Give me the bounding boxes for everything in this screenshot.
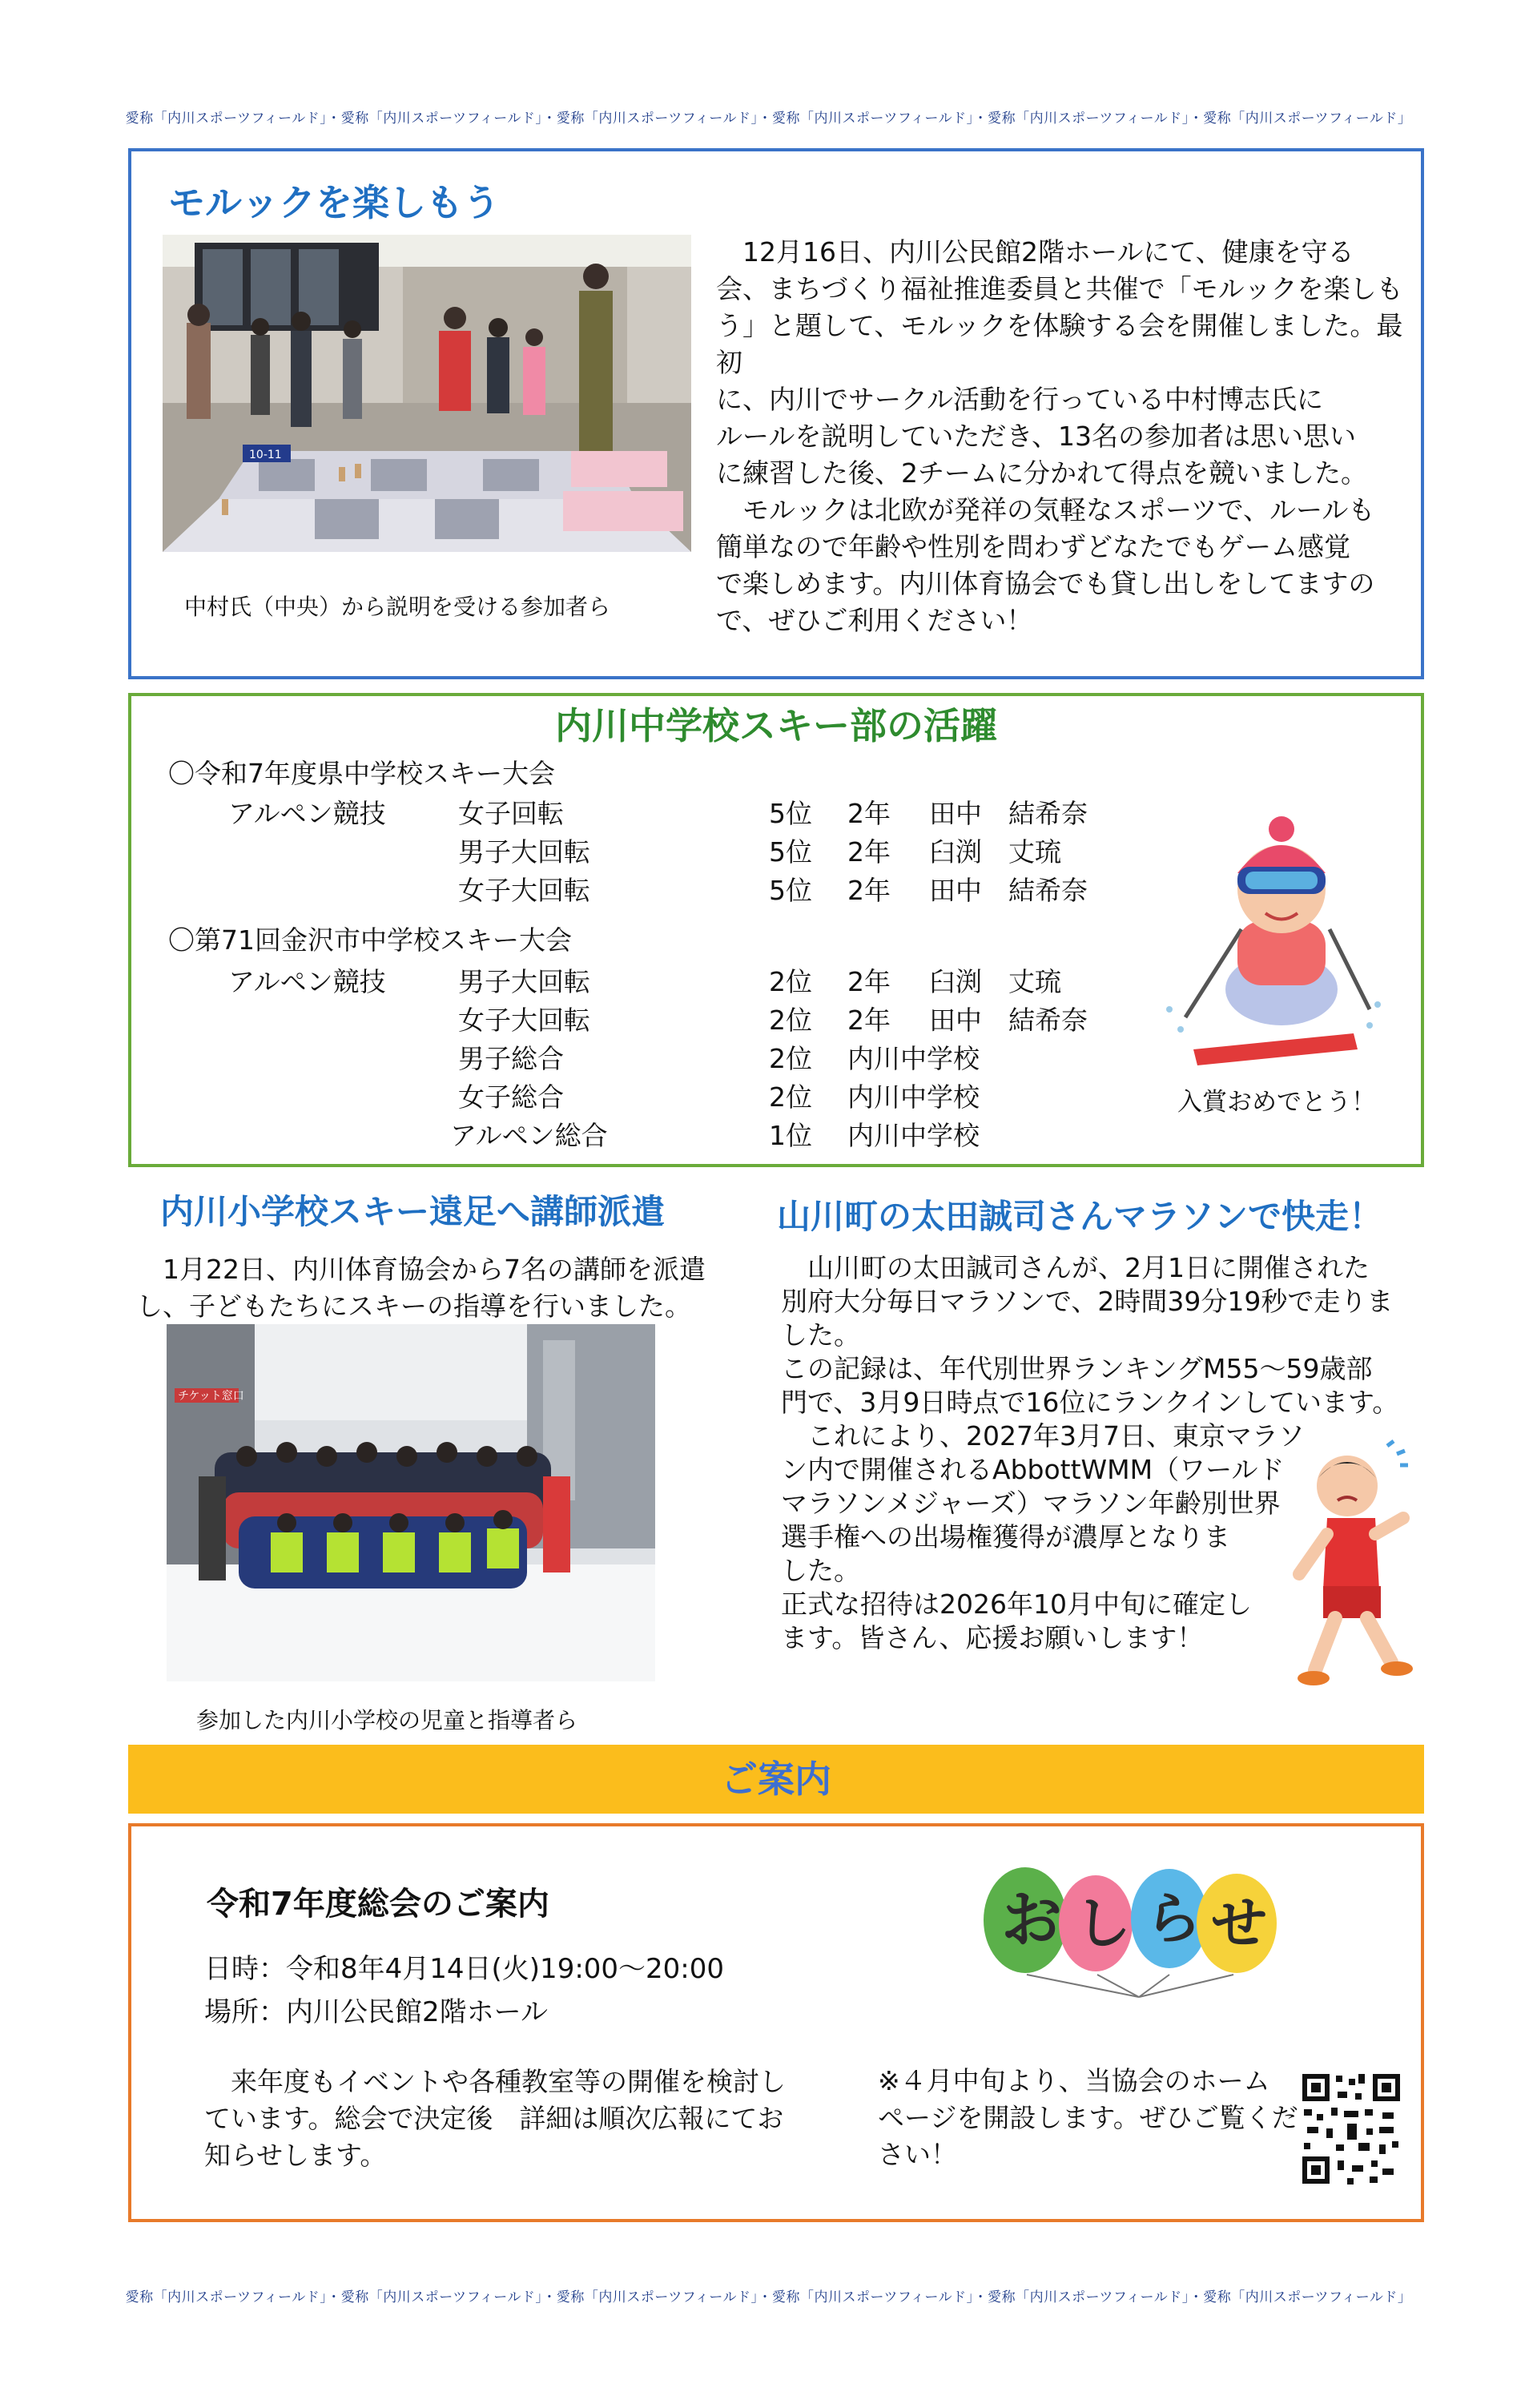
marathon-line: 選手権への出場権獲得が濃厚となりま: [781, 1521, 1230, 1552]
molkky-caption: 中村氏（中央）から説明を受ける参加者ら: [184, 594, 611, 620]
marathon-line: ン内で開催されるAbbottWMM（ワールド: [781, 1454, 1285, 1485]
homepage-note: [878, 2063, 1310, 2173]
result-name: 内川中学校: [847, 1081, 980, 1113]
marathon-line: した。: [781, 1555, 860, 1586]
result-rank: 2位: [769, 966, 812, 997]
elementary-caption: 参加した内川小学校の児童と指導者ら: [196, 1707, 578, 1734]
result-rank: 5位: [769, 875, 812, 906]
runner-illustration: [1291, 1438, 1419, 1694]
balloon-char: し: [1075, 1891, 1131, 1956]
marathon-line: この記録は、年代別世界ランキングM55～59歳部: [781, 1353, 1373, 1384]
marathon-line: 別府大分毎日マラソンで、2時間39分19秒で走りま: [781, 1286, 1394, 1317]
molkky-line: で楽しめます。内川体育協会でも貸し出しをしてますの: [716, 568, 1375, 599]
announcement-body: [204, 2064, 845, 2174]
note-line: ※４月中旬より、当協会のホーム: [878, 2065, 1270, 2096]
meeting-date: 日時：令和8年4月14日(火)19:00～20:00: [204, 1953, 725, 1985]
result-rank: 5位: [769, 836, 812, 868]
result-rank: 2位: [769, 1005, 812, 1036]
molkky-line: に練習した後、2チームに分かれて得点を競いました。: [716, 457, 1367, 489]
result-category: アルペン競技: [228, 966, 386, 997]
meet2-heading: 〇第71回金沢市中学校スキー大会: [168, 924, 572, 956]
elementary-photo: [167, 1324, 655, 1681]
meet1-heading: 〇令和7年度県中学校スキー大会: [168, 758, 555, 789]
result-event: 男子大回転: [458, 966, 590, 997]
photo-sign-text: チケット窓口: [178, 1390, 244, 1403]
molkky-line: モルックは北欧が発祥の気軽なスポーツで、ルールも: [716, 494, 1375, 525]
photo-sign-text: 10-11: [249, 449, 282, 461]
marathon-line: した。: [781, 1319, 860, 1351]
note-line: ページを開設します。ぜひご覧くだ: [878, 2102, 1298, 2133]
announcement-heading: 令和7年度総会のご案内: [207, 1886, 549, 1923]
announcement-line: 来年度もイベントや各種教室等の開催を検討し: [204, 2066, 786, 2097]
result-name: 田中 結希奈: [929, 798, 1088, 829]
result-grade: 2年: [847, 875, 891, 906]
marathon-line: 門で、3月9日時点で16位にランクインしています。: [781, 1387, 1399, 1418]
result-rank: 2位: [769, 1043, 812, 1074]
molkky-line: 簡単なので年齢や性別を問わずどなたでもゲーム感覚: [716, 531, 1350, 562]
molkky-line: 会、まちづくり福祉推進委員と共催で「モルックを楽しも: [716, 273, 1403, 304]
announcement-line: 知らせします。: [204, 2140, 387, 2171]
announcement-line: ています。総会で決定後 詳細は順次広報にてお: [204, 2103, 784, 2134]
balloon-char: ら: [1145, 1886, 1201, 1951]
result-grade: 2年: [847, 798, 891, 829]
molkky-body: [716, 234, 1405, 639]
marathon-line: 山川町の太田誠司さんが、2月1日に開催された: [781, 1252, 1370, 1283]
molkky-photo: [163, 235, 691, 552]
announcement-bar-title: ご案内: [721, 1758, 831, 1801]
note-line: さい！: [878, 2139, 957, 2170]
marathon-line: マラソンメジャーズ）マラソン年齢別世界: [781, 1488, 1281, 1519]
result-rank: 1位: [769, 1120, 812, 1151]
oshirase-balloons: [979, 1854, 1299, 1999]
result-grade: 2年: [847, 836, 891, 868]
result-grade: 2年: [847, 1005, 891, 1036]
molkky-title: モルックを楽しもう: [168, 181, 500, 224]
molkky-line: う」と題して、モルックを体験する会を開催しました。最初: [716, 310, 1403, 378]
molkky-line: で、ぜひご利用ください！: [716, 605, 1033, 636]
qr-code-icon[interactable]: [1299, 2071, 1403, 2187]
result-event: 女子大回転: [458, 875, 590, 906]
result-event: 男子総合: [458, 1043, 564, 1074]
result-category: アルペン競技: [228, 798, 386, 829]
result-name: 内川中学校: [847, 1120, 980, 1151]
molkky-line: ルールを説明していただき、13名の参加者は思い思い: [716, 421, 1357, 452]
skier-illustration: [1153, 809, 1394, 1073]
elementary-line: し、子どもたちにスキーの指導を行いました。: [136, 1291, 691, 1322]
marathon-line: これにより、2027年3月7日、東京マラソ: [781, 1420, 1305, 1452]
elementary-title: 内川小学校スキー遠足へ講師派遣: [160, 1192, 666, 1231]
marathon-line: 正式な招待は2026年10月中旬に確定し: [781, 1589, 1252, 1620]
result-event: 女子回転: [458, 798, 564, 829]
result-event: 男子大回転: [458, 836, 590, 868]
ski-club-title: 内川中学校スキー部の活躍: [555, 704, 997, 747]
marathon-line: ます。皆さん、応援お願いします！: [781, 1622, 1204, 1653]
announcement-bar: [128, 1745, 1424, 1814]
result-name: 田中 結希奈: [929, 875, 1088, 906]
result-grade: 2年: [847, 966, 891, 997]
result-name: 内川中学校: [847, 1043, 980, 1074]
congrats-text: 入賞おめでとう！: [1177, 1088, 1376, 1117]
molkky-line: に、内川でサークル活動を行っている中村博志氏に: [716, 384, 1324, 415]
balloon-char: お: [1001, 1884, 1062, 1955]
result-name: 臼渕 丈琉: [929, 966, 1061, 997]
elementary-body: [136, 1251, 761, 1325]
marathon-title: 山川町の太田誠司さんマラソンで快走！: [777, 1197, 1383, 1236]
balloon-char: せ: [1211, 1891, 1267, 1956]
header-band: 愛称「内川スポーツフィールド」・愛称「内川スポーツフィールド」・愛称「内川スポーツフィールド」・愛称「内川スポーツフィールド」・愛称「内川スポーツフィールド」・愛称「内川スポーツフィールド」: [125, 111, 1412, 127]
result-name: 田中 結希奈: [929, 1005, 1088, 1036]
molkky-line: 12月16日、内川公民館2階ホールにて、健康を守る: [716, 236, 1354, 268]
footer-band: 愛称「内川スポーツフィールド」・愛称「内川スポーツフィールド」・愛称「内川スポーツフィールド」・愛称「内川スポーツフィールド」・愛称「内川スポーツフィールド」・愛称「内川スポーツフィールド」: [125, 2289, 1412, 2305]
result-name: 臼渕 丈琉: [929, 836, 1061, 868]
result-event: 女子大回転: [458, 1005, 590, 1036]
meeting-place: 場所：内川公民館2階ホール: [204, 1996, 548, 2028]
result-event: アルペン総合: [450, 1120, 608, 1151]
elementary-line: 1月22日、内川体育協会から7名の講師を派遣: [136, 1254, 706, 1285]
result-event: 女子総合: [458, 1081, 564, 1113]
result-rank: 2位: [769, 1081, 812, 1113]
result-rank: 5位: [769, 798, 812, 829]
